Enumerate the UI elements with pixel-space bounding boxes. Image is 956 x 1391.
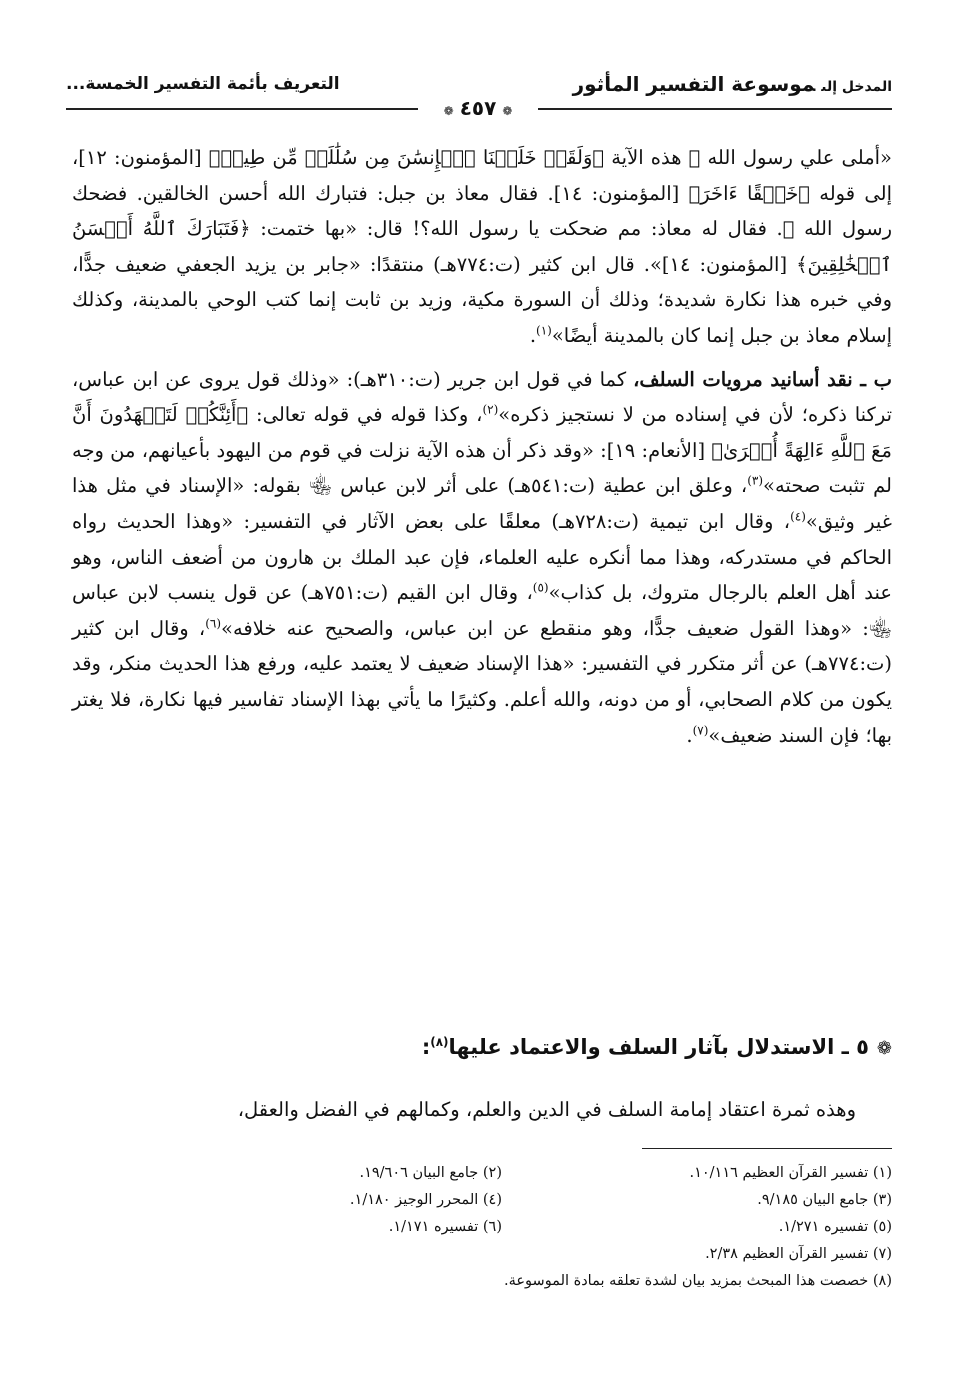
section-heading xyxy=(72,1030,892,1066)
book-prefix: المدخل إلى xyxy=(821,79,892,95)
footnote-ref-7: (٧) xyxy=(692,723,709,737)
paragraph-2-label: ب ـ نقد أسانيد مرويات السلف، xyxy=(633,367,892,391)
section-title: ٥ ـ الاستدلال بآثار السلف والاعتماد عليها xyxy=(448,1035,869,1059)
chapter-title: التعريف بأئمة التفسير الخمسة... xyxy=(66,74,340,94)
book-title-text: موسوعة التفسير المأثور xyxy=(572,72,816,96)
paragraph-1-end: . xyxy=(529,323,537,347)
footnote-ref-5: (٥) xyxy=(532,580,549,595)
paragraph-2-part-f: ، وقال ابن كثير (ت:٧٧٤هـ) عن أثر متكرر في التفسير: «هذا الإسناد ضعيف لا يعتمد عليه، ورفع هذا الحديث منكر، وقد يكون من كلام الصحابي، أو من دونه، والله أعلم. وكثيرًا ما يأتي بهذا الإسناد تفاسير فيها نكارة، فلا يغتر بها؛ فإن السند ضعيف» xyxy=(72,616,892,747)
footnote-7: (٧) تفسير القرآن العظيم ٢/٣٨. xyxy=(705,1246,892,1262)
footnote-5: (٥) تفسيره ١/٢٧١. xyxy=(778,1219,892,1235)
footnote-row xyxy=(72,1214,892,1241)
footnote-8: (٨) خصصت هذا المبحث بمزيد بيان لشدة تعلقه بمادة الموسوعة. xyxy=(504,1273,892,1289)
section-colon: : xyxy=(421,1035,431,1059)
main-text xyxy=(72,140,892,753)
paragraph-2-end: . xyxy=(686,723,693,747)
footnote-1: (١) تفسير القرآن العظيم ١٠/١١٦. xyxy=(689,1165,892,1181)
footnote-divider xyxy=(642,1148,892,1149)
footnote-6: (٦) تفسيره ١/١٧١. xyxy=(388,1219,502,1235)
paragraph-1-text: «أملى علي رسول الله ﷺ هذه الآية ﴿وَلَقَدۡ خَلَقۡنَا ٱلۡإِنسَٰنَ مِن سُلَٰلَةٖ مِّن طِينٖ﴾ [المؤمنون: ١٢]، إلى قوله ﴿خَلۡقًا ءَاخَرَ﴾ [المؤمنون: ١٤]. فقال معاذ بن جبل: فتبارك الله أحسن الخالقين. فضحك رسول الله ﷺ. فقال له معاذ: مم ضحكت يا رسول الله؟! قال: «بها ختمت: ﴿فَتَبَارَكَ ٱللَّهُ أَحۡسَنُ ٱلۡخَٰلِقِينَ﴾ [المؤمنون: ١٤]». قال ابن كثير (ت:٧٧٤هـ) منتقدًا: «جابر بن يزيد الجعفي ضعيف جدًّا، وفي خبره هذا نكارة شديدة؛ وذلك أن السورة مكية، وزيد بن ثابت إنما كتب الوحي بالمدينة، وكذلك إسلام معاذ بن جبل إنما كان بالمدينة أيضًا» xyxy=(72,146,892,347)
footnote-ref-2: (٢) xyxy=(482,402,499,417)
paragraph-1 xyxy=(72,140,892,354)
footnote-3: (٣) جامع البيان ٩/١٨٥. xyxy=(757,1192,892,1208)
footnote-ref-4: (٤) xyxy=(790,509,806,524)
ornament-icon: ❁ xyxy=(443,104,454,118)
paragraph-3: وهذه ثمرة اعتقاد إمامة السلف في الدين والعلم، وكمالهم في الفضل والعقل، xyxy=(237,1098,856,1121)
footnote-ref-3: (٣) xyxy=(747,473,764,488)
paragraph-2-part-b: ، وكذا قوله في قوله تعالى: ﴿أَئِنَّكُمۡ لَتَشۡهَدُونَ أَنَّ مَعَ ٱللَّهِ ءَالِهَةً أُخۡرَىٰ﴾ [الأنعام: ١٩]: «وقد ذكر أن هذه الآية نزلت في قوم من اليهود بأعيانهم، من وجه لم تثبت صحته» xyxy=(72,403,892,498)
paragraph-2-part-d: ، وقال ابن تيمية (ت:٧٢٨هـ) معلقًا على بعض الآثار في التفسير: «وهذا الحديث رواه الحاكم في مستدركه، وهذا مما أنكره عليه العلماء، فإن عبد الملك بن هارون من أضعف الناس، وهو عند أهل العلم بالرجال متروك، بل كذاب» xyxy=(72,509,892,605)
footnote-2: (٢) جامع البيان ١٩/٦٠٦. xyxy=(359,1165,502,1181)
footnote-4: (٤) المحرر الوجيز ١/١٨٠. xyxy=(349,1192,502,1208)
footnote-row xyxy=(72,1187,892,1214)
paragraph-2-part-a: كما في قول ابن جرير (ت:٣١٠هـ): «وذلك قول يروى عن ابن عباس، تركنا ذكره؛ لأن في إسناده من لا نستجيز ذكره» xyxy=(72,367,893,427)
ornament-icon: ❁ xyxy=(502,104,513,118)
paragraph-2 xyxy=(72,362,892,754)
footnotes xyxy=(72,1160,892,1295)
page-number xyxy=(418,96,538,120)
footnote-ref-8: (٨) xyxy=(430,1035,449,1049)
book-title xyxy=(573,72,892,96)
footnote-ref-6: (٦) xyxy=(205,616,222,631)
paragraph-2-part-c: ، وعلق ابن عطية (ت:٥٤١هـ) على أثر لابن عباس ﵄ بقوله: «الإسناد في مثل هذا غير وثيق» xyxy=(72,474,892,533)
flower-ornament-icon: ❁ xyxy=(876,1038,892,1059)
page-number-text: ٤٥٧ xyxy=(459,96,497,120)
footnote-row xyxy=(72,1160,892,1187)
paragraph-2-part-e: ، وقال ابن القيم (ت:٧٥١هـ) عن قول ينسب لابن عباس ﵄: «وهذا القول ضعيف جدًّا، وهو منقطع عن ابن عباس، والصحيح عنه خلافه» xyxy=(72,581,892,640)
footnote-ref-1: (١) xyxy=(536,323,552,338)
